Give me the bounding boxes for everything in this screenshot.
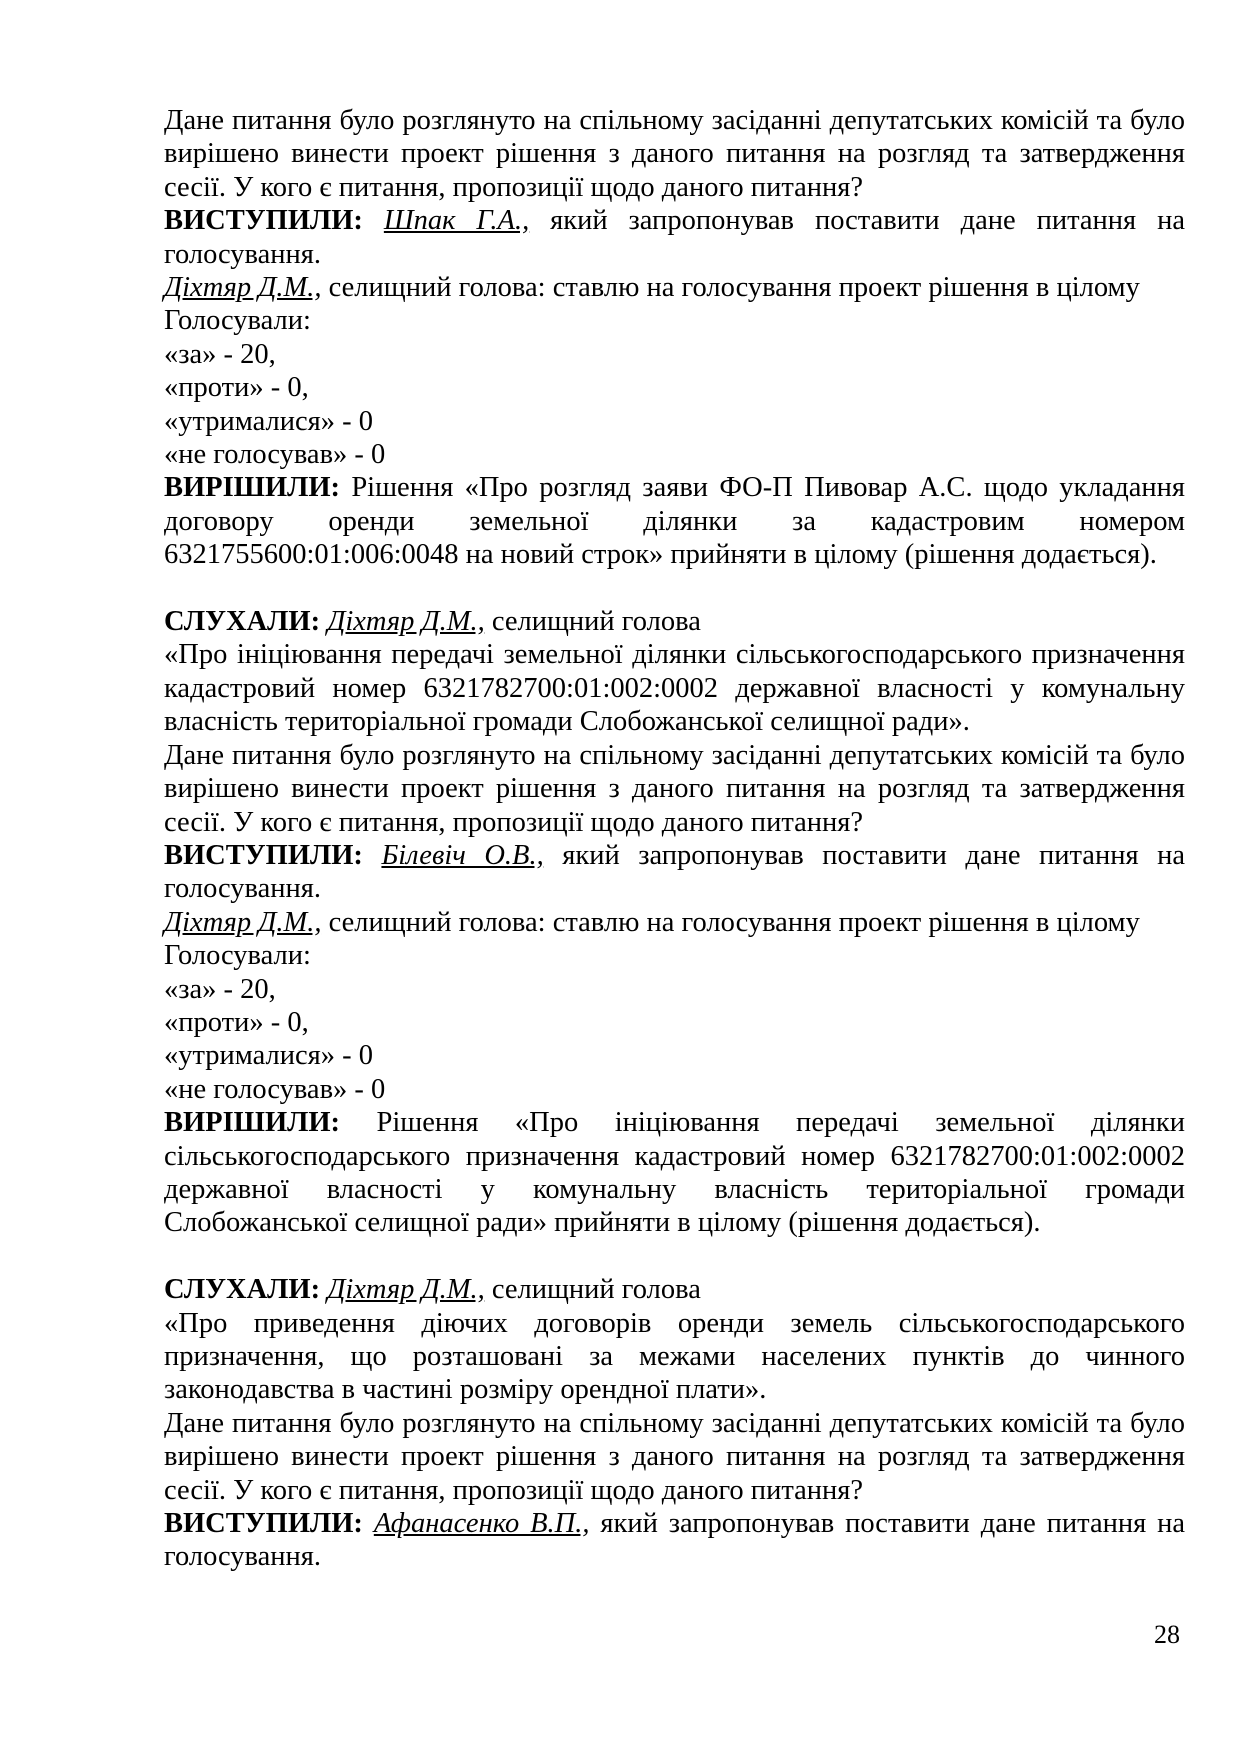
s3-heard [164, 1273, 1185, 1306]
s3-heard-name: Діхтяр Д.М., [327, 1274, 485, 1306]
s2-head-text: селищний голова: ставлю на голосування проект рішення в цілому [321, 906, 1140, 938]
s2-decided-text: Рішення «Про ініціювання передачі земельної ділянки сільськогосподарського призначення кадастровий номер 6321782700:01:002:0002 державної власності у комунальну власність територіальної громади Слобожанської селищної ради» прийняти в цілому (рішення додається). [164, 1107, 1185, 1239]
s1-votes-title: Голосували: [164, 305, 311, 337]
s1-vote-for: «за» - 20, [164, 338, 276, 370]
s3-spoke-label: ВИСТУПИЛИ: [164, 1508, 363, 1540]
s1-spoke-label: ВИСТУПИЛИ: [164, 205, 363, 237]
s2-decided-label: ВИРІШИЛИ: [164, 1107, 341, 1139]
spacer [164, 572, 1185, 605]
s3-spoke [164, 1507, 1185, 1574]
s2-heard-name: Діхтяр Д.М., [327, 606, 485, 638]
s1-vote-none: «не голосував» - 0 [164, 439, 386, 471]
s1-vote-abstain: «утрималися» - 0 [164, 405, 374, 437]
page-number: 28 [1154, 1620, 1180, 1649]
s2-vote-abstain: «утрималися» - 0 [164, 1040, 374, 1072]
s1-vote-against: «проти» - 0, [164, 372, 309, 404]
s2-heard-text: селищний голова [484, 606, 701, 638]
s1-head-text: селищний голова: ставлю на голосування проект рішення в цілому [321, 272, 1140, 304]
s2-spoke [164, 839, 1185, 906]
s2-heard [164, 605, 1185, 638]
s2-vote-against: «проти» - 0, [164, 1006, 309, 1038]
s2-vote-for: «за» - 20, [164, 973, 276, 1005]
s2-spoke-label: ВИСТУПИЛИ: [164, 839, 363, 871]
s1-decided [164, 471, 1185, 571]
s2-spoke-text: який запропонував поставити дане питання на голосування. [164, 839, 1185, 905]
s1-head-name: Діхтяр Д.М., [164, 272, 322, 304]
s1-discussion: Дане питання було розглянуто на спільному засіданні депутатських комісій та було вирішено винести проект рішення з даного питання на розгляд та затвердження сесії. У кого є питання, пропозиції щодо даного питання? [164, 105, 1185, 203]
s2-votes-title: Голосували: [164, 940, 311, 972]
s2-spoke-name: Білевіч О.В., [381, 839, 544, 871]
s2-topic: «Про ініціювання передачі земельної ділянки сільськогосподарського призначення кадастровий номер 6321782700:01:002:0002 державної власності у комунальну власність територіальної громади Слобожанської селищної ради». [164, 639, 1185, 738]
s2-heard-label: СЛУХАЛИ: [164, 606, 321, 638]
s3-discussion: Дане питання було розглянуто на спільному засіданні депутатських комісій та було вирішено винести проект рішення з даного питання на розгляд та затвердження сесії. У кого є питання, пропозиції щодо даного питання? [164, 1407, 1185, 1506]
s2-discussion: Дане питання було розглянуто на спільному засіданні депутатських комісій та було вирішено винести проект рішення з даного питання на розгляд та затвердження сесії. У кого є питання, пропозиції щодо даного питання? [164, 739, 1185, 838]
s2-vote-none: «не голосував» - 0 [164, 1073, 386, 1105]
s1-head [164, 271, 1185, 304]
s2-decided [164, 1106, 1185, 1240]
s1-decided-label: ВИРІШИЛИ: [164, 472, 341, 504]
s2-head-name: Діхтяр Д.М., [164, 906, 322, 938]
s1-spoke-text: який запропонував поставити дане питання на голосування. [164, 205, 1185, 270]
s3-topic: «Про приведення діючих договорів оренди земель сільськогосподарського призначення, що розташовані за межами населених пунктів до чинного законодавства в частині розміру орендної плати». [164, 1307, 1185, 1406]
s3-spoke-name: Афанасенко В.П., [373, 1508, 590, 1540]
s2-head [164, 906, 1185, 939]
s3-spoke-text: який запропонував поставити дане питання на голосування. [164, 1508, 1186, 1573]
s3-heard-text: селищний голова [484, 1274, 701, 1306]
s1-spoke-name: Шпак Г.А., [383, 205, 530, 237]
spacer [164, 1240, 1185, 1273]
s1-spoke [164, 204, 1185, 271]
s3-heard-label: СЛУХАЛИ: [164, 1274, 321, 1306]
s1-decided-text: Рішення «Про розгляд заяви ФО-П Пивовар А.С. щодо укладання договору оренди земельної ділянки за кадастровим номером 6321755600:01:006:0048 на новий строк» прийняти в цілому (рішення додається). [164, 472, 1185, 571]
